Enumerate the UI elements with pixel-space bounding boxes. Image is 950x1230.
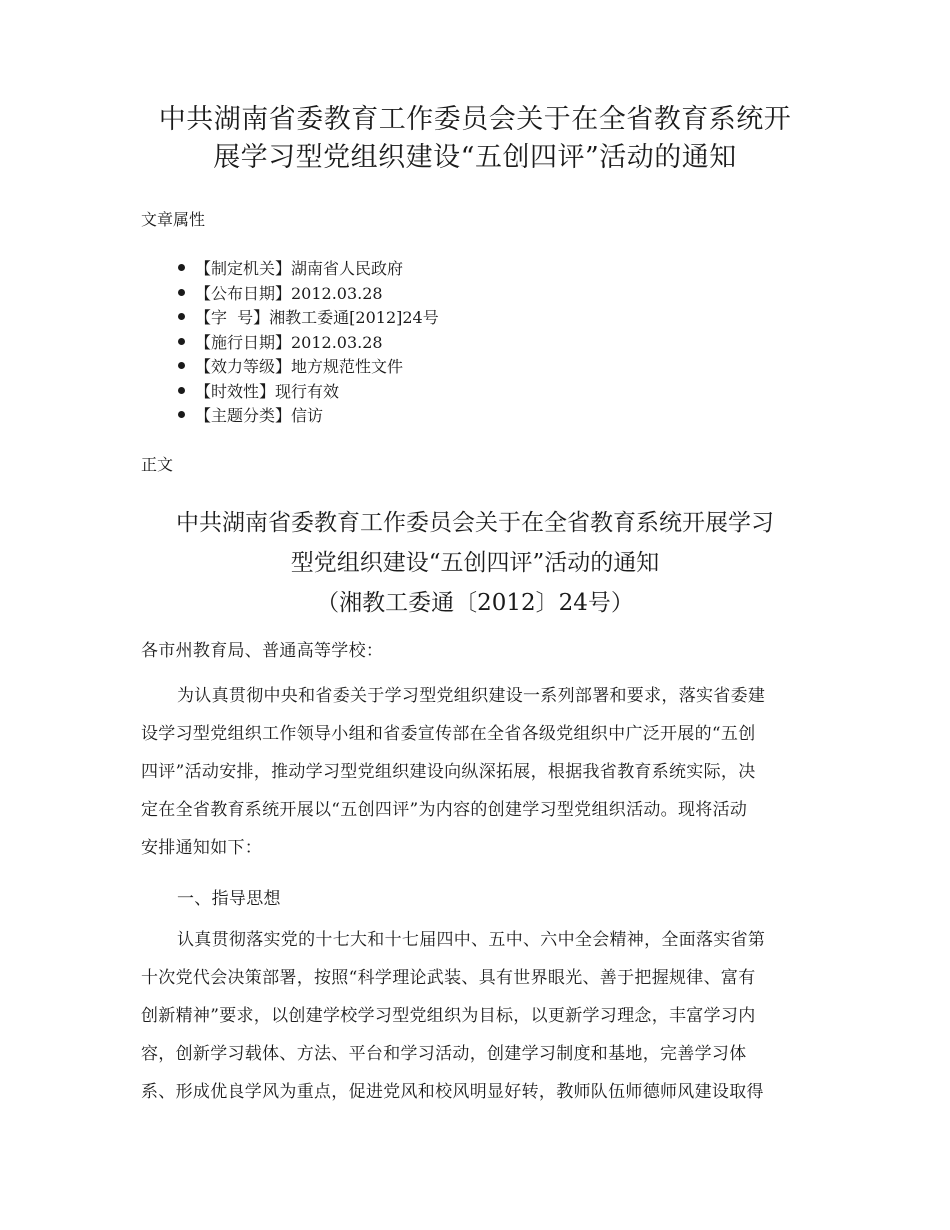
salutation: 各市州教育局、普通高等学校：: [141, 641, 384, 661]
bullet-icon: [178, 362, 185, 369]
paragraph-intro: [141, 677, 817, 867]
bullet-icon: [178, 289, 185, 296]
paragraph-guiding-thought: [141, 921, 817, 1111]
attributes-list: [141, 257, 439, 429]
notice-title-line: 中共湖南省委教育工作委员会关于在全省教育系统开展学习: [176, 510, 774, 536]
section-heading-guiding-thought: 一、指导思想: [177, 889, 281, 909]
paragraph-line: 十次党代会决策部署，按照“科学理论武装、具有世界眼光、善于把握规律、富有: [141, 968, 756, 988]
attribute-text: 【制定机关】湖南省人民政府: [195, 259, 404, 278]
attribute-item: [141, 355, 439, 380]
document-title: [120, 101, 830, 177]
attribute-text: 【主题分类】信访: [195, 406, 324, 425]
notice-document-number: （湘教工委通〔2012〕24号）: [316, 590, 634, 616]
paragraph-line: 安排通知如下：: [141, 838, 263, 858]
attribute-text: 【效力等级】地方规范性文件: [195, 357, 404, 376]
paragraph-line: 为认真贯彻中央和省委关于学习型党组织建设一系列部署和要求，落实省委建: [177, 686, 766, 706]
bullet-icon: [178, 313, 185, 320]
paragraph-line: 定在全省教育系统开展以“五创四评”为内容的创建学习型党组织活动。现将活动: [141, 800, 748, 820]
attribute-text: 【时效性】现行有效: [195, 381, 340, 401]
bullet-icon: [178, 387, 185, 394]
attribute-item: [141, 331, 439, 356]
document-title-line: 展学习型党组织建设“五创四评”活动的通知: [213, 142, 737, 173]
bullet-icon: [178, 411, 185, 418]
attribute-text: 【公布日期】2012.03.28: [195, 283, 383, 303]
bullet-icon: [178, 338, 185, 345]
notice-title: [120, 503, 830, 623]
paragraph-line: 容，创新学习载体、方法、平台和学习活动，创建学习制度和基地，完善学习体: [141, 1044, 747, 1064]
attribute-item: [141, 257, 439, 282]
attribute-text: 【施行日期】2012.03.28: [195, 332, 383, 352]
paragraph-line: 系、形成优良学风为重点，促进党风和校风明显好转，教师队伍师德师风建设取得: [141, 1082, 764, 1102]
notice-title-line: 型党组织建设“五创四评”活动的通知: [290, 550, 660, 576]
attribute-item: [141, 282, 439, 307]
paragraph-line: 认真贯彻落实党的十七大和十七届四中、五中、六中全会精神，全面落实省第: [177, 930, 766, 950]
attribute-text: 【字 号】湘教工委通[2012]24号: [195, 308, 439, 327]
bullet-icon: [178, 264, 185, 271]
attribute-item: [141, 306, 439, 331]
paragraph-line: 创新精神”要求，以创建学校学习型党组织为目标，以更新学习理念，丰富学习内: [141, 1006, 756, 1026]
body-label: 正文: [141, 455, 174, 474]
paragraph-line: 设学习型党组织工作领导小组和省委宣传部在全省各级党组织中广泛开展的“五创: [141, 724, 756, 744]
attribute-item: [141, 404, 439, 429]
paragraph-line: 四评”活动安排，推动学习型党组织建设向纵深拓展，根据我省教育系统实际，决: [141, 762, 756, 782]
document-title-line: 中共湖南省委教育工作委员会关于在全省教育系统开: [158, 104, 792, 135]
attributes-label: 文章属性: [141, 210, 206, 229]
attribute-item: [141, 380, 439, 405]
